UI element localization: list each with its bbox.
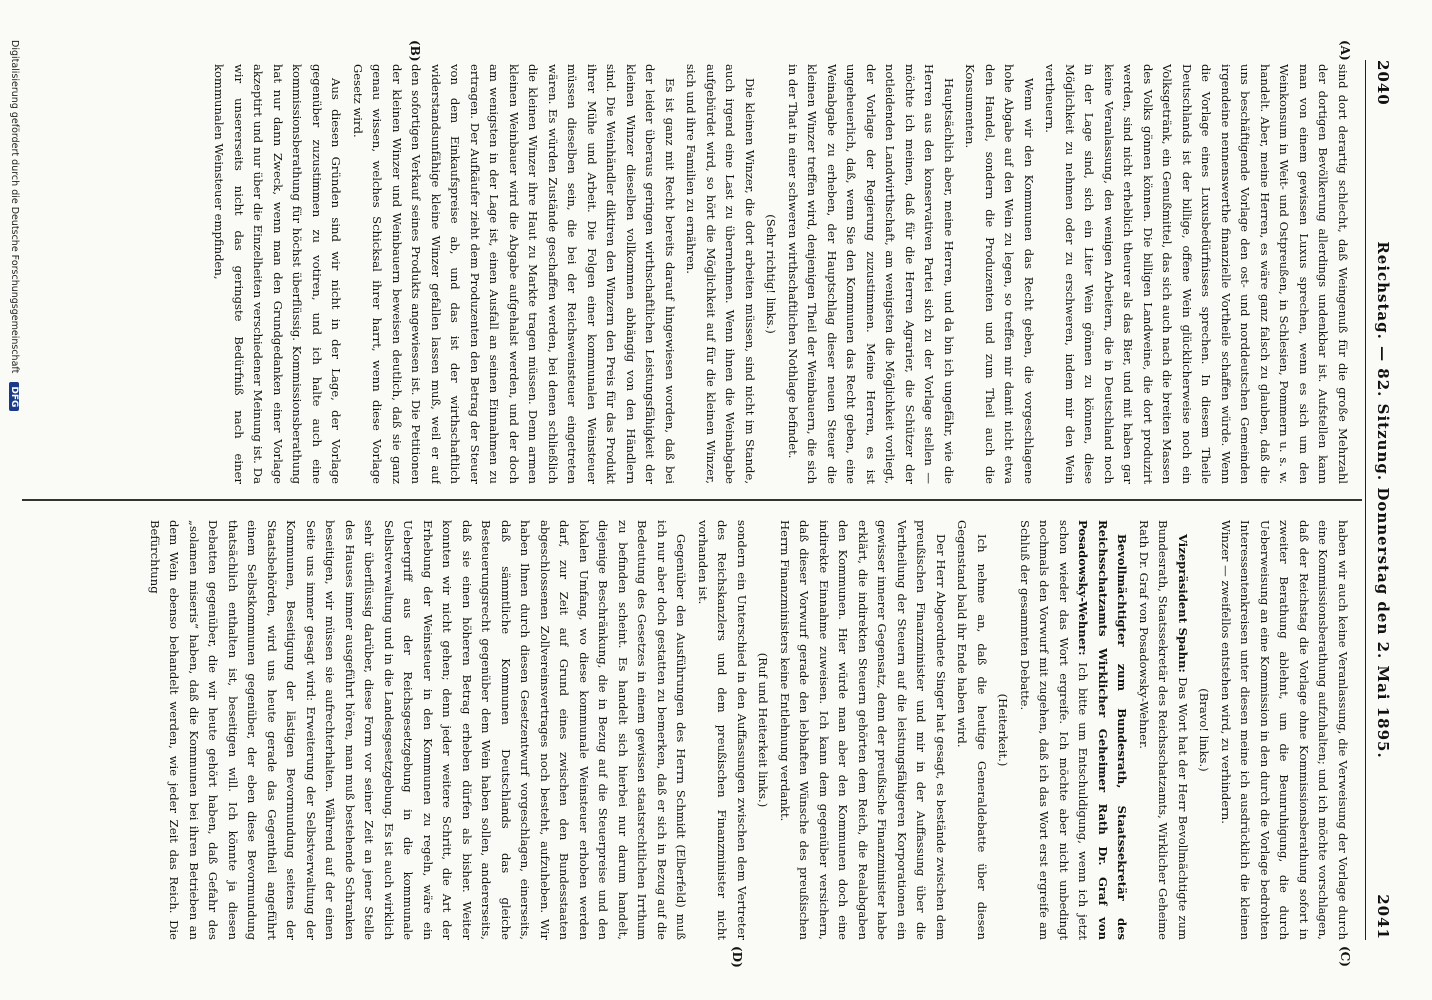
interjection: (Heiterkeit.) [996,693,1011,767]
right-text-column [32,520,1352,940]
interjection: (Sehr richtig! links.) [764,214,779,334]
margin-marker-c: (C) [1338,946,1352,967]
digitization-credit [4,40,20,970]
header-rule [1365,60,1366,940]
sitting-title: Reichstag. — 82. Sitzung. Donnerstag den 2. Mai 1895. [1374,241,1392,759]
speech-text: Ich bitte um Entschuldigung, wenn ich jetzt schon wieder das Wort ergreife. Ich möchte aber nicht unbedingt nochmals den Vorwurf mit zugehen, daß ich das Wort erst ergreife am Schluß der gesammten Debatte. [1018,520,1091,940]
credit-text: Digitalisierung gefördert durch die Deutsche Forschungsgemeinschaft [9,40,20,374]
margin-marker-a: (A) [1338,40,1352,61]
paragraph: sind dort derartig schlecht, daß Weingenuß für die große Mehrzahl der dortigen Bevölkerung allerdings undenkbar ist. Aufstellen kann man von einem gewissen Luxus sprechen, wenn es sich um den Weinkonsum in Weit- und Ostpreußen, in Schlesien, Pommern u. s. w. handelt. Aber, meine Herren, es wäre ganz falsch zu glauben, daß die uns beschäftigende Vorlage den ost- und norddeutschen Gemeinden irgendeine nennenswerthe finanzielle Vortheile schaffen würde. Wenn die Vorlage eines Luxusbedürfnisses sprechen. In diesem Theile Deutschlands ist der billige, offene Wein glücklicherweise noch ein Volksgetränk, ein Genußmittel, das sich auch nach die breiten Massen des Volks gönnen können. Die billigen Landweine, die dort produzirt werden, sind nicht erheblich theurer als das Bier, und mit haben gar keine Veranlassung, den wenigen Arbeitern, die in Deutschland noch in der Lage sind, sich ein Liter Wein gönnen zu können, diese Möglichkeit zu nehmen oder zu erschweren, indem mir den Wein vertheuern. [1043,64,1350,484]
margin-marker-d: (D) [730,946,744,968]
column-divider [22,499,1362,501]
paragraph: Hauptsächlich aber, meine Herren, und da bin ich ungefähr, wie die Herren aus den konservativen Partei sich zu der Vorlage stellen — möchte ich meinen, daß für die Herren Agrarier, die Schützer der notleidenden Landwirthschaft, am wenigsten die Möglichkeit vorliegt, der Vorlage der Regierung zuzustimmen. Meine Herren, es ist ungeheuerlich, daß, wenn Sie den Kommunen das Recht geben, eine Weinabgabe zu erheben, der Hauptschlag dieser neuen Steuer die kleinen Winzer treffen wird, denjenigen Theil der Weinbauern, die sich in der That in einer schweren wirthschaftlichen Nothlage befindet. [786,64,956,484]
paragraph: Es ist ganz mit Recht bereits darauf hingewiesen worden, daß bei der leider überaus geringen wirthschaftlichen Leistungsfähigkeit der kleinen Winzer dieselben vollkommen abhängig von den Händlern sind. Die Weinhändler diktiren den Winzern den Preis für das Produkt ihrer Mühe und Arbeit. Die Folgen einer kommunalen Weinsteuer müssen dieselben sein, die bei der Reichsweinsteuer eingetreten wären. Es würden Zustände geschaffen werden, bei denen schließlich die kleinen Winzer ihre Haut zu Markte tragen müssen. Denn armen kleinen Weinbauer wird die Abgabe aufgehalst werden, und der doch am wenigsten in der Lage ist, einen Ausfall an seinen Einnahmen zu ertragen. Der Aufkäufer zieht dem Produzenten den Betrag der Steuer von dem Einkaufspreise ab, und das ist der wirthschaftlich widerstandsunfähige kleine Winzer gefallen lassen muß, weil er auf den sofortigen Verkauf seines Produkts angewiesen ist. Die Petitionen der kleinen Winzer und Weinbauern beweisen deutlich, daß sie ganz genau wissen, welches Schicksal ihrer harrt, wenn diese Vorlage Gesetz wird. [351,64,677,484]
left-page-number: 2040 [1374,60,1392,106]
speaker-paragraph [1134,520,1193,940]
paragraph: Wenn wir den Kommunen das Recht geben, die vorgeschlagene hohe Abgabe auf den Wein zu legen, so treffen mir damit nicht etwa den Handel, sondern die Produzenten und zum Theil auch die Konsumenten. [963,64,1036,484]
paragraph: Aus diesen Gründen sind wir nicht in der Lage, der Vorlage gegenüber zuzustimmen zu votiren, und ich halte auch eine kommissionsberathung für höchst überflüssig. Kommissionsberathung hat nur dann Zweck, wenn man den Grundgedanken einer Vorlage akzeptirt und nur über die Einzelheiten verschiedener Meinung ist. Da wir unsererseits nicht das geringste Bedürfniß nach einer kommunalen Weinsteuer empfinden, [212,64,344,484]
paragraph: sondern ein Unterschied in den Auffassungen zwischen dem Vertreter des Reichskanzlers und dem preußischen Finanzminister nicht vorhanden ist. [696,520,749,940]
speech-text: Das Wort hat der Herr Bevollmächtigte zum Bundesrath, Staatssekretär des Reichsschatzamts, Wirklicher Geheime Rath Dr. Graf von Posadowsky-Wehner. [1137,520,1190,940]
right-page-number: 2041 [1374,894,1392,940]
speaker-paragraph [1015,520,1132,940]
paragraph: Der Herr Abgeordnete Singer hat gesagt, es bestände zwischen dem preußischen Finanzminister und mir in der Auffassung über die Vertheilung der Steuern auf die leistungsfähigeren Korporationen ein gewisser innerer Gegensatz, denn der preußische Finanzminister habe erklärt, die indirekten Steuern gehörten dem Reich, die Realabgaben den Kommunen. Hier würde man aber den Kommunen doch eine indirekte Einnahme zuweisen. Ich kann dem gegenüber versichern, daß dieser Vorwurf gerade den lebhaften Wünsche des preußischen Herrn Finanzministers keine Entlehnung verdankt. [778,520,948,940]
left-text-column [32,64,1352,484]
paragraph: Ich nehme an, daß die heutige Generaldebatte über diesen Gegenstand bald ihr Ende haben wird. [955,520,989,940]
paragraph: haben wir auch keine Veranlassung, die Verweisung der Vorlage durch eine Kommissionsberathung aufzuhalten; und ich möchte vorschlagen, daß der Reichstag die Vorlage ohne Kommissionsberathung sofort in zweiter Berathung ablehnt, um die Beunruhigung, die durch Ueberweisung an eine Kommission in den durch die Vorlage bedrohten Interessentenkreisen unter diesen meine ich ausdrücklich die kleinen Winzer — zweifellos entstehen wird, zu verhindern. [1219,520,1350,940]
dfg-logo: DFG [9,382,19,411]
speaker-name: Vizepräsident Spahn: [1176,534,1190,673]
paragraph: Die kleinen Winzer, die dort arbeiten müssen, sind nicht im Stande, auch irgend eine Last zu übernehmen. Wenn ihnen die Weinabgabe aufgebürdet wird, so hört die Möglichkeit auf für die kleinen Winzer, sich und ihre Familien zu ernähren. [684,64,757,484]
speaker-name: Bevollmächtigter zum Bundesrath, Staatssekretär des Reichsschatzamts Wirklicher Geheimer Rath Dr. Graf von Posadowsky-Wehner: [1076,520,1130,940]
page-header [1366,60,1392,940]
interjection: (Ruf und Heiterkeit links.) [756,652,771,808]
margin-marker-b: (B) [408,40,422,62]
paragraph: Gegenüber den Ausführungen des Herrn Schmidt (Elberfeld) muß ich nur aber doch gestatten zu bemerken, daß er sich in Bezug auf die Bedeutung des Gesetzes in einem gewissen staatsrechtlichen Irrthum zu befinden scheint. Es handelt sich hierbei nur darum handelt, diejenige Beschränkung, die in Bezug auf die Steuerpreise und den lokalen Umfang, wo diese kommunale Weinsteuer erhoben werden darf, zur Zeit auf Grund eines zwischen den Bundesstaaten abgeschlossenen Zollvereinsvertrages noch besteht, aufzuheben. Wir haben Ihnen durch diesen Gesetzentwurf vorgeschlagen, einerseits, daß sämmtliche Kommunen Deutschlands das gleiche Besteuerungsrecht gegenüber dem Wein haben sollen, andererseits, daß sie einen höheren Betrag erheben dürfen als bisher. Weiter konnten wir nicht gehen; denn jeder weitere Schritt, die Art der Erhebung der Weinsteuer in den Kommunen zu regeln, wäre ein Uebergriff aus der Reichsgesetzgebung in die kommunale Selbstverwaltung und in die Landesgesetzgebung. Es ist auch wirklich sehr überflüssig darüber, diese Form vor seiner Zeit an jener Stelle des Hauses immer ausgeführt hören, man muß bestehende Schranken beseitigen, wir müssen sie aufrechterhalten. Während auf der einen Seite uns immer gesagt wird: Erweiterung der Selbstverwaltung der Kommunen, Beseitigung der lästigen Bevormundung seitens der Staatsbehörden, wird uns heute gerade das Gegentheil angeführt einem Selbstkommunen gegenüber, der eben diese Bevormundung thatsächlich enthalten ist, beseitigen will. Ich könnte ja diesen Debatten gegenüber, die wir heute gehört haben, daß Gefahr des „solamen miseris“ haben, daß die Kommunen bei ihren Betrieben an dem Wein ebenso behandelt werden, wie jeder Zeit das Reich. Die Befürchtung [148,520,689,940]
interjection: (Bravo! links.) [1197,688,1212,772]
